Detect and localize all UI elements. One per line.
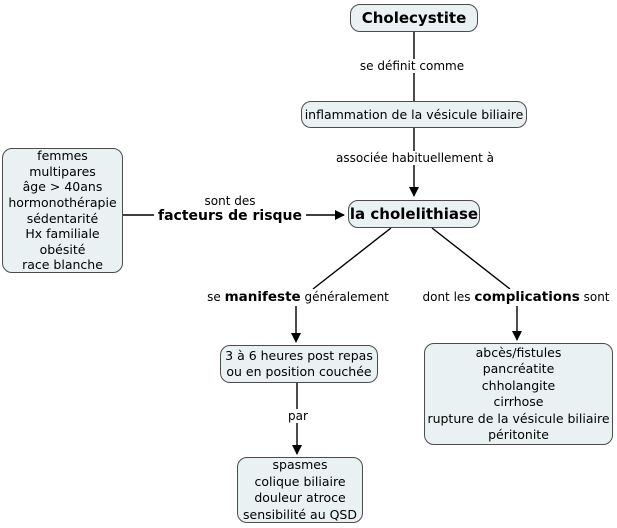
edge-label-manifest-post: généralement (304, 290, 389, 304)
edge-label-risk-line1: sont des (204, 194, 256, 208)
manifestation-item: douleur atroce (254, 490, 346, 505)
complication-item: cirrhose (493, 394, 544, 409)
onset-line: ou en position couchée (226, 364, 372, 379)
edge-label-complications-bold: complications (474, 289, 580, 305)
edge-label-manifest-pre: se (207, 290, 221, 304)
complication-item: pancréatite (482, 361, 555, 376)
complication-item: péritonite (488, 427, 549, 442)
node-cholelithiase[interactable] (348, 200, 480, 228)
risk-factor-item: race blanche (22, 257, 103, 273)
edge-label-complications-pre: dont les (422, 290, 471, 304)
risk-factor-item: multipares (29, 163, 96, 179)
node-onset[interactable] (220, 345, 378, 383)
complication-item: rupture de la vésicule biliaire (427, 410, 610, 426)
node-risk-factors[interactable] (2, 148, 123, 273)
edge-label-risk-line2: facteurs de risque (157, 208, 303, 224)
complication-item: abcès/fistules (475, 344, 562, 360)
edge-cholelithiase-complications (432, 228, 510, 289)
risk-factor-item: femmes (37, 148, 88, 164)
risk-factor-item: Hx familiale (25, 226, 100, 242)
edge-label-complications (418, 289, 613, 305)
edge-label-defines: se définit comme (356, 59, 468, 73)
edge-label-par: par (284, 409, 312, 423)
manifestation-item: colique biliaire (254, 473, 346, 489)
edge-label-risk-factors (154, 194, 306, 224)
risk-factor-item: hormonothérapie (8, 194, 117, 210)
edge-cholelithiase-manifest (313, 228, 391, 289)
node-complications[interactable] (424, 343, 613, 445)
node-inflammation[interactable] (301, 101, 527, 128)
node-cholecystite-label: Cholecystite (361, 9, 467, 27)
edge-label-manifest-bold: manifeste (224, 289, 301, 305)
risk-factor-item: obésité (39, 241, 86, 257)
edge-label-complications-post: sont (583, 290, 610, 304)
node-cholelithiase-label: la cholelithiase (349, 205, 479, 223)
risk-factor-item: sédentarité (26, 210, 99, 226)
risk-factor-item: âge > 40ans (22, 179, 103, 195)
node-manifestations[interactable] (237, 457, 363, 523)
complication-item: chholangite (481, 377, 556, 393)
onset-line: 3 à 6 heures post repas (225, 348, 373, 364)
manifestation-item: sensibilité au QSD (243, 506, 357, 522)
edge-label-manifest (203, 289, 393, 305)
edge-label-associated: associée habituellement à (332, 151, 498, 165)
manifestation-item: spasmes (272, 457, 328, 472)
node-cholecystite[interactable] (350, 4, 478, 32)
node-inflammation-label: inflammation de la vésicule biliaire (304, 107, 524, 122)
